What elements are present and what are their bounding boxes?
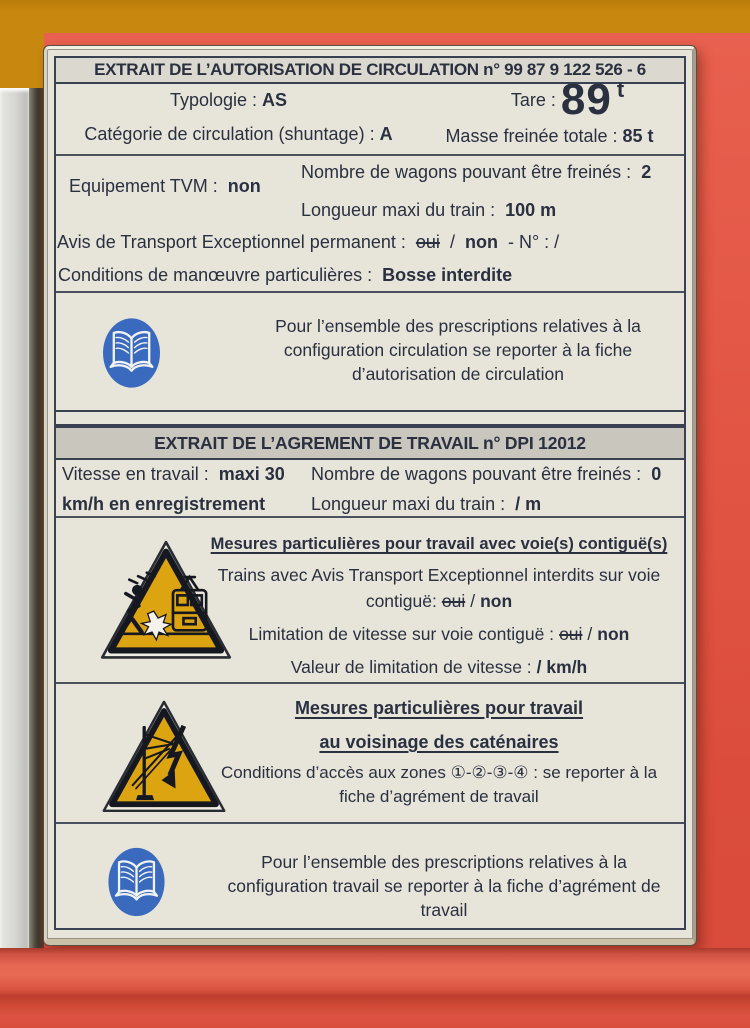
note-line: Pour l’ensemble des prescriptions relatives à la xyxy=(261,852,627,872)
voie-slash: / xyxy=(470,591,476,611)
wagons-label: Nombre de wagons pouvant être freinés : xyxy=(301,162,632,182)
mesures-voie-line2 xyxy=(196,589,682,613)
open-book-icon xyxy=(93,308,170,403)
contigue-prefix: contiguë: xyxy=(365,591,437,611)
vitesse-label: Vitesse en travail : xyxy=(62,464,209,484)
limitation-non: non xyxy=(597,624,630,644)
limitation-slash: / xyxy=(587,624,593,644)
authorization-plate xyxy=(44,46,696,945)
separator xyxy=(56,822,684,824)
avis-slash: / xyxy=(449,232,455,252)
mesures-voie-title: Mesures particulières pour travail avec voie(s) contiguë(s) xyxy=(210,535,668,553)
mesures-voie-line1: Trains avec Avis Transport Exceptionnel interdits sur voie xyxy=(217,565,661,585)
panel-divider xyxy=(56,410,684,426)
circulation-header: EXTRAIT DE L’AUTORISATION DE CIRCULATION n° 99 87 9 122 526 - 6 xyxy=(56,58,684,84)
avis-non: non xyxy=(464,232,498,252)
note-line: Pour l’ensemble des prescriptions relatives à la xyxy=(275,316,641,336)
separator xyxy=(56,516,684,518)
tare-value: 89 xyxy=(560,75,612,124)
avis-suffix: - N° : / xyxy=(507,232,560,252)
zones-line2: fiche d’agrément de travail xyxy=(339,787,539,806)
separator xyxy=(56,291,684,293)
tare-label: Tare : xyxy=(510,90,556,110)
longueur-value: / m xyxy=(515,494,542,514)
red-pipe-ridge xyxy=(0,948,750,1028)
typologie-row xyxy=(56,88,401,112)
wagons-label: Nombre de wagons pouvant être freinés : xyxy=(311,464,642,484)
valeur-value: / km/h xyxy=(536,657,588,677)
masse-value: 85 t xyxy=(622,126,654,146)
note-line: configuration travail se reporter à la fiche d’agrément de xyxy=(227,876,661,896)
tvm-value: non xyxy=(227,176,261,196)
wagons-freines-row-travail xyxy=(311,462,661,486)
categorie-label: Catégorie de circulation (shuntage) : xyxy=(84,124,375,144)
tvm-row xyxy=(69,174,261,198)
wagons-value: 0 xyxy=(651,464,662,484)
separator xyxy=(56,682,684,684)
typologie-value: AS xyxy=(262,90,288,110)
valeur-label: Valeur de limitation de vitesse : xyxy=(290,657,532,677)
adjacent-panel-edge xyxy=(0,88,29,955)
categorie-row xyxy=(66,122,411,146)
mesures-catenaires-title1: Mesures particulières pour travail xyxy=(294,698,584,718)
masse-label: Masse freinée totale : xyxy=(445,126,618,146)
voie-non: non xyxy=(480,591,513,611)
vitesse-value: maxi 30 xyxy=(218,464,285,484)
tare-unit: t xyxy=(616,77,625,102)
note-line: configuration circulation se reporter à la fiche xyxy=(283,340,633,360)
tare-row xyxy=(401,75,708,124)
zones-line1: Conditions d’accès aux zones ①-②-③-④ : se reporter à la xyxy=(220,763,658,782)
travail-note xyxy=(206,850,682,922)
vitesse-row xyxy=(62,462,285,486)
note-line: d’autorisation de circulation xyxy=(351,364,565,384)
avis-row xyxy=(57,230,559,254)
longueur-row xyxy=(301,198,556,222)
avis-label: Avis de Transport Exceptionnel permanent : xyxy=(57,232,406,252)
note-line: travail xyxy=(420,900,468,920)
yellow-band xyxy=(0,0,750,33)
longueur-value: 100 m xyxy=(505,200,557,220)
vitesse-row2: km/h en enregistrement xyxy=(62,494,266,514)
limitation-row xyxy=(196,622,682,646)
avis-oui: oui xyxy=(415,232,440,252)
longueur-label: Longueur maxi du train : xyxy=(301,200,496,220)
masse-row xyxy=(401,124,690,148)
mesures-catenaires-title2: au voisinage des caténaires xyxy=(319,732,559,752)
conditions-value: Bosse interdite xyxy=(382,265,513,285)
open-book-icon xyxy=(98,838,175,931)
voie-oui: oui xyxy=(441,591,466,611)
valeur-row xyxy=(196,655,682,679)
panel-gap-shadow xyxy=(29,88,44,955)
typologie-label: Typologie : xyxy=(169,90,258,110)
conditions-label: Conditions de manœuvre particulières : xyxy=(58,265,373,285)
limitation-oui: oui xyxy=(559,624,583,644)
plate-inner-frame xyxy=(54,56,686,930)
separator xyxy=(56,154,684,156)
wagons-freines-row xyxy=(301,160,651,184)
wagons-value: 2 xyxy=(641,162,652,182)
travail-header: EXTRAIT DE L’AGREMENT DE TRAVAIL n° DPI 12012 xyxy=(56,426,684,460)
categorie-value: A xyxy=(379,124,393,144)
yellow-corner-patch xyxy=(0,33,44,88)
longueur-label: Longueur maxi du train : xyxy=(311,494,506,514)
longueur-row-travail xyxy=(311,492,541,516)
conditions-row xyxy=(58,263,512,287)
limitation-label: Limitation de vitesse sur voie contiguë : xyxy=(248,624,555,644)
circulation-note xyxy=(246,314,670,386)
tvm-label: Equipement TVM : xyxy=(69,176,218,196)
